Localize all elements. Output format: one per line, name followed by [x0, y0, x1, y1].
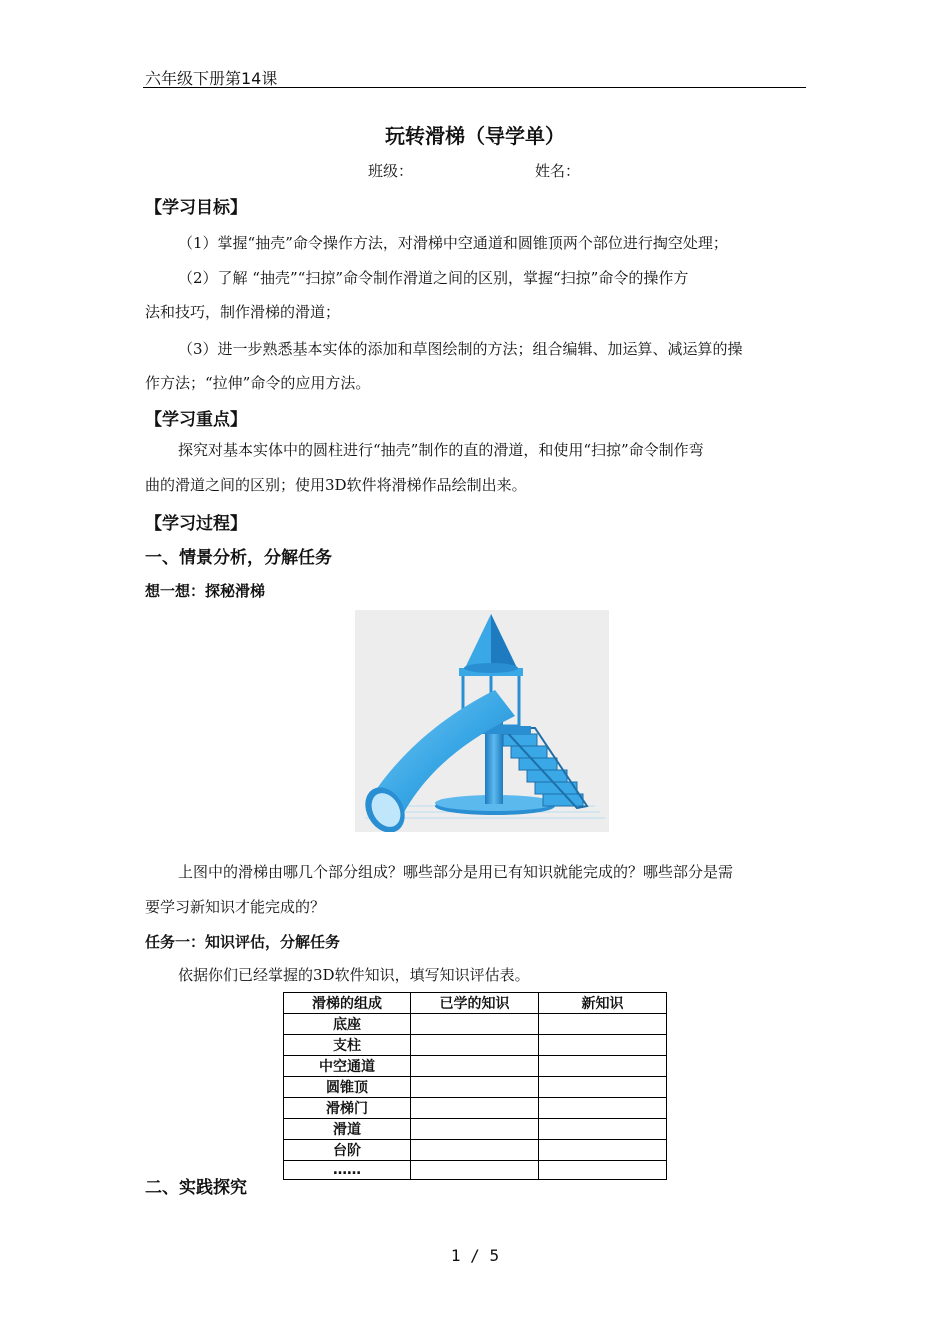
table-cell-learned[interactable] [411, 1014, 539, 1035]
table-cell-learned[interactable] [411, 1161, 539, 1180]
part-2-heading: 二、实践探究 [145, 1178, 247, 1198]
table-row [284, 1014, 667, 1035]
table-cell-learned[interactable] [411, 1098, 539, 1119]
table-cell-part: 滑梯门 [284, 1098, 411, 1119]
task-1-heading: 任务一：知识评估，分解任务 [145, 933, 341, 951]
table-row [284, 1077, 667, 1098]
header-rule [143, 87, 806, 88]
question-line-1: 上图中的滑梯由哪几个部分组成？哪些部分是用已有知识就能完成的？哪些部分是需 [178, 863, 734, 881]
table-row [284, 1056, 667, 1077]
table-header-cell: 滑梯的组成 [284, 993, 411, 1014]
table-row [284, 1119, 667, 1140]
table-cell-part: 圆锥顶 [284, 1077, 411, 1098]
focus-line-1: 探究对基本实体中的圆柱进行“抽壳”制作的直的滑道，和使用“扫掠”命令制作弯 [178, 441, 704, 459]
table-cell-new[interactable] [539, 1161, 667, 1180]
slide-illustration [355, 610, 609, 832]
table-cell-part: 底座 [284, 1014, 411, 1035]
table-cell-new[interactable] [539, 1014, 667, 1035]
table-cell-learned[interactable] [411, 1119, 539, 1140]
table-cell-new[interactable] [539, 1035, 667, 1056]
goal-item-1: （1）掌握“抽壳”命令操作方法，对滑梯中空通道和圆锥顶两个部位进行掏空处理； [178, 234, 728, 252]
table-row [284, 1098, 667, 1119]
goal-item-3-line-2: 作方法；“拉伸”命令的应用方法。 [145, 374, 371, 392]
table-row [284, 1140, 667, 1161]
table-cell-part: 台阶 [284, 1140, 411, 1161]
knowledge-assessment-table [283, 992, 667, 1180]
goal-item-2-line-1: （2）了解 “抽壳”“扫掠”命令制作滑道之间的区别，掌握“扫掠”命令的操作方 [178, 269, 689, 287]
table-row [284, 1035, 667, 1056]
table-cell-part: 滑道 [284, 1119, 411, 1140]
table-cell-part: 支柱 [284, 1035, 411, 1056]
goal-item-3-line-1: （3）进一步熟悉基本实体的添加和草图绘制的方法；组合编辑、加运算、减运算的操 [178, 340, 743, 358]
table-cell-part: …… [284, 1161, 411, 1180]
goal-item-2-line-2: 法和技巧，制作滑梯的滑道； [145, 303, 341, 321]
table-header-cell: 已学的知识 [411, 993, 539, 1014]
focus-heading: 【学习重点】 [145, 410, 247, 430]
focus-line-2: 曲的滑道之间的区别；使用3D软件将滑梯作品绘制出来。 [145, 476, 527, 494]
table-cell-new[interactable] [539, 1098, 667, 1119]
table-cell-learned[interactable] [411, 1035, 539, 1056]
part-1-heading: 一、情景分析，分解任务 [145, 548, 332, 568]
table-cell-learned[interactable] [411, 1077, 539, 1098]
table-cell-new[interactable] [539, 1056, 667, 1077]
class-label: 班级： [368, 162, 414, 180]
task-1-description: 依据你们已经掌握的3D软件知识，填写知识评估表。 [178, 966, 530, 984]
table-cell-learned[interactable] [411, 1140, 539, 1161]
page-number: 1 / 5 [450, 1246, 500, 1265]
goals-heading: 【学习目标】 [145, 198, 247, 218]
slide-3d-model-image [355, 610, 609, 832]
table-cell-part: 中空通道 [284, 1056, 411, 1077]
table-row [284, 1161, 667, 1180]
table-cell-new[interactable] [539, 1077, 667, 1098]
table-header-row [284, 993, 667, 1014]
table-cell-learned[interactable] [411, 1056, 539, 1077]
table-header-cell: 新知识 [539, 993, 667, 1014]
table-cell-new[interactable] [539, 1140, 667, 1161]
table-cell-new[interactable] [539, 1119, 667, 1140]
document-title: 玩转滑梯（导学单） [385, 124, 565, 148]
page-header: 六年级下册第14课 [145, 69, 278, 88]
name-label: 姓名： [535, 162, 581, 180]
process-heading: 【学习过程】 [145, 514, 247, 534]
think-subheading: 想一想：探秘滑梯 [145, 582, 266, 600]
question-line-2: 要学习新知识才能完成的？ [145, 898, 326, 916]
